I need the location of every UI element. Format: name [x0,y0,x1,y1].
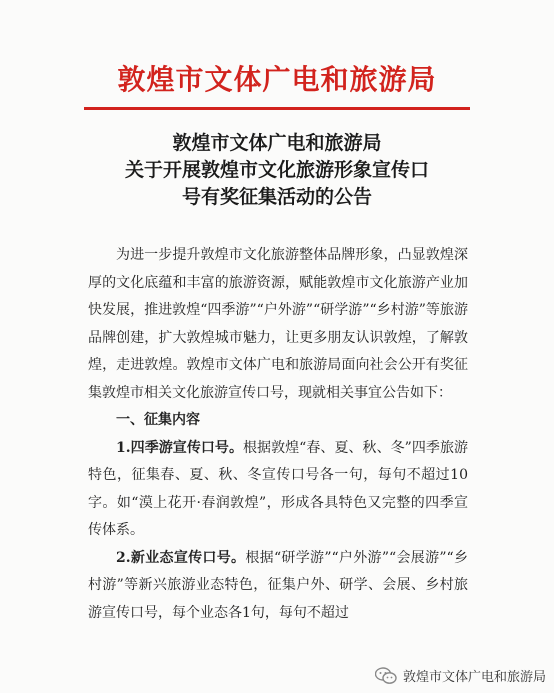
item-2-paragraph [88,545,468,628]
notice-title [0,130,554,211]
letterhead-red-rule [84,107,470,110]
watermark-text: 敦煌市文体广电和旅游局 [402,670,546,685]
section-heading-1: 一、征集内容 [116,412,200,428]
notice-body [88,242,468,627]
title-line-2: 关于开展敦煌市文化旅游形象宣传口 [124,159,429,181]
item-1-label: 1.四季游宣传口号。 [116,439,243,456]
wechat-icon [375,667,397,685]
wechat-watermark [375,666,546,685]
item-2-text: 根据“研学游”“户外游”“会展游”“乡村游”等新兴旅游业态特色，征集户外、研学、会展、乡村旅游宣传口号，每个业态各1句，每句不超过 [88,549,468,621]
letterhead-title: 敦煌市文体广电和旅游局 [117,63,437,96]
item-2-label: 2.新业态宣传口号。 [116,549,246,566]
title-line-1: 敦煌市文体广电和旅游局 [172,132,382,154]
item-1-text: 根据敦煌“春、夏、秋、冬”四季旅游特色，征集春、夏、秋、冬宣传口号各一句，每句不超过10字。如“漠上花开·春润敦煌”，形成各具特色又完整的四季宣传体系。 [88,439,468,538]
title-line-3: 号有奖征集活动的公告 [181,186,372,208]
item-1-paragraph [88,435,468,545]
intro-paragraph: 为进一步提升敦煌市文化旅游整体品牌形象，凸显敦煌深厚的文化底蕴和丰富的旅游资源，赋能敦煌市文化旅游产业加快发展，推进敦煌“四季游”“户外游”“研学游”“乡村游”等旅游品牌创建，扩大敦煌城市魅力，让更多朋友认识敦煌，了解敦煌，走进敦煌。敦煌市文体广电和旅游局面向社会公开有奖征集敦煌市相关文化旅游宣传口号，现就相关事宜公告如下： [88,247,468,401]
